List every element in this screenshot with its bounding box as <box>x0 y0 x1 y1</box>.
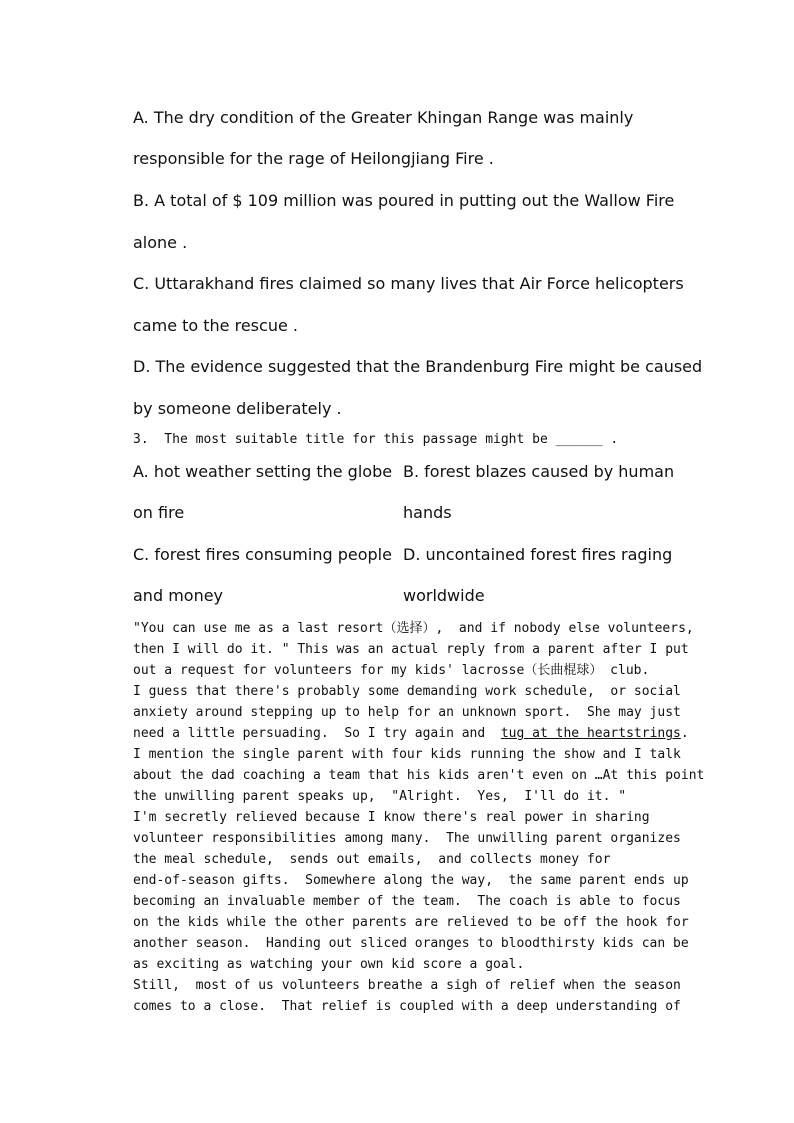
passage-line: I'm secretly relieved because I know there's real power in sharing <box>133 810 650 825</box>
q3-option-a-line1: A. hot weather setting the globe <box>133 462 393 481</box>
passage-line: on the kids while the other parents are relieved to be off the hook for <box>133 915 689 930</box>
passage-text: . <box>680 726 689 741</box>
passage-line: another season. Handing out sliced oranges to bloodthirsty kids can be <box>133 936 689 951</box>
passage-text: need a little persuading. So I try again and <box>133 726 501 741</box>
q2-option-d-line2: by someone deliberately . <box>133 399 342 418</box>
passage-line: the unwilling parent speaks up, "Alright. Yes, I'll do it. " <box>133 789 627 804</box>
passage-line: comes to a close. That relief is coupled with a deep understanding of <box>133 999 681 1014</box>
q3-option-b-line1: B. forest blazes caused by human <box>403 462 675 481</box>
q3-stem: 3. The most suitable title for this passage might be ______ . <box>133 432 619 447</box>
q2-option-b-line2: alone . <box>133 233 188 252</box>
passage-line: I mention the single parent with four kids running the show and I talk <box>133 747 681 762</box>
underlined-phrase: tug at the heartstrings <box>500 726 681 741</box>
passage-line: becoming an invaluable member of the team. The coach is able to focus <box>133 894 681 909</box>
passage-line: about the dad coaching a team that his kids aren't even on …At this point <box>133 768 705 783</box>
q3-option-b-line2: hands <box>403 503 452 522</box>
passage-line: then I will do it. " This was an actual reply from a parent after I put <box>133 642 689 657</box>
passage-line: volunteer responsibilities among many. The unwilling parent organizes <box>133 831 681 846</box>
q3-option-a-line2: on fire <box>133 503 185 522</box>
q2-option-a-line1: A. The dry condition of the Greater Khingan Range was mainly <box>133 108 634 127</box>
passage-line: as exciting as watching your own kid score a goal. <box>133 957 525 972</box>
passage-line: out a request for volunteers for my kids' lacrosse（长曲棍球） club. <box>133 663 650 678</box>
passage-line: the meal schedule, sends out emails, and collects money for <box>133 852 611 867</box>
passage-line: Still, most of us volunteers breathe a sigh of relief when the season <box>133 978 681 993</box>
passage-line: "You can use me as a last resort（选择）, and if nobody else volunteers, <box>133 621 694 636</box>
passage-line <box>133 723 689 744</box>
q3-option-d-line2: worldwide <box>403 586 485 605</box>
passage-line: anxiety around stepping up to help for an unknown sport. She may just <box>133 705 681 720</box>
q2-option-d-line1: D. The evidence suggested that the Brandenburg Fire might be caused <box>133 357 703 376</box>
q2-option-b-line1: B. A total of $ 109 million was poured in putting out the Wallow Fire <box>133 191 675 210</box>
q3-option-c-line1: C. forest fires consuming people <box>133 545 392 564</box>
passage-line: end-of-season gifts. Somewhere along the way, the same parent ends up <box>133 873 689 888</box>
q2-option-c-line1: C. Uttarakhand fires claimed so many lives that Air Force helicopters <box>133 274 684 293</box>
q3-option-c-line2: and money <box>133 586 224 605</box>
q2-option-a-line2: responsible for the rage of Heilongjiang Fire . <box>133 149 494 168</box>
q3-option-d-line1: D. uncontained forest fires raging <box>403 545 673 564</box>
q2-option-c-line2: came to the rescue . <box>133 316 298 335</box>
passage-line: I guess that there's probably some demanding work schedule, or social <box>133 684 681 699</box>
